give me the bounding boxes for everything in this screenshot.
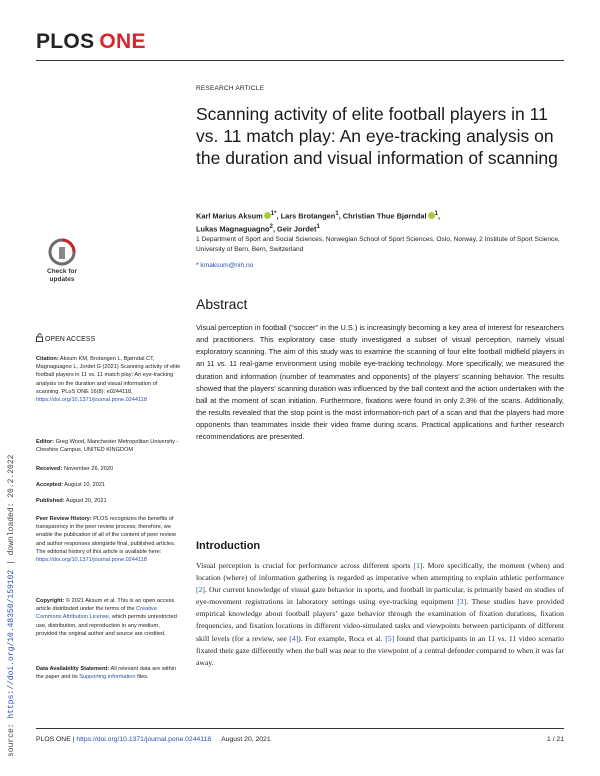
open-access-text: OPEN ACCESS [44, 336, 96, 343]
footer-rule [36, 728, 564, 729]
data-availability-text-end: files. [135, 674, 149, 681]
citation-ref[interactable]: [4] [289, 633, 299, 643]
license-link[interactable]: Creative Commons Attribution License [36, 606, 157, 621]
supporting-information-link[interactable]: Supporting information [79, 674, 136, 681]
author-affil-mark: 2 [269, 223, 273, 231]
margin-source-note [7, 455, 16, 757]
author-affil-mark: 1 [335, 210, 339, 217]
check-for-updates-label[interactable] [36, 268, 88, 284]
intro-sentence: . More specifically, the moment (when) and location (where) of information gathering is regarded as imperative when attempting to explain athletic performance [196, 561, 564, 583]
sidebar-citation [36, 355, 182, 404]
accepted-label: Accepted: [36, 482, 64, 488]
received-label: Received: [36, 466, 63, 472]
citation-label: Citation: [36, 356, 59, 362]
footer-doi-link[interactable]: https://doi.org/10.1371/journal.pone.0244118 [76, 736, 212, 743]
citation-ref[interactable]: [2] [196, 585, 205, 595]
page-number: 1 / 21 [546, 736, 564, 743]
sidebar-accepted [36, 481, 182, 489]
peer-review-label: Peer Review History: [36, 516, 92, 522]
peer-review-text: PLOS recognizes the benefits of transparency in the peer review process; therefore, we enable the publication of all of the content of peer review and author responses alongside final, published articles. The editorial history of this article is available here: [36, 516, 176, 555]
intro-sentence: found that participants in an 11 vs. 11 video scenario fixated their gaze differently when the ball was near to the viewpoint of a central defender compared to when it was far away. [196, 633, 565, 667]
citation-text: Aksum KM, Brotangen L, Bjørndal CT, Magnaguagno L, Jordet G (2021) Scanning activity of elite football players in 11 vs. 11 match play: An eye-tracking analysis on the duration and visual information of scanning. PLoS ONE 16(8): e0244118. [36, 356, 181, 395]
orcid-icon[interactable] [264, 212, 271, 219]
footer-date: August 20, 2021 [221, 736, 271, 743]
article-type: RESEARCH ARTICLE [196, 85, 265, 92]
intro-sentence: . These studies have provided empirical knowledge about football players’ gaze behavior through the examination of fixation durations, fixation frequencies, and fixation locations in different video-simulated tasks and viewpoints between participants of different skill levels (for a review, see [196, 597, 564, 643]
check-for-updates-line1: Check for [47, 268, 77, 275]
author-name[interactable]: , Christian Thue Bjørndal [338, 211, 427, 221]
sidebar-editor [36, 438, 182, 454]
correspondence-star: * [196, 262, 201, 269]
author-affil-mark: 1 [316, 223, 320, 231]
published-label: Published: [36, 498, 65, 504]
margin-doi-link[interactable]: https://doi.org/10.48350/159102 [7, 569, 16, 719]
header-rule [36, 60, 564, 61]
orcid-icon[interactable] [428, 212, 435, 219]
sidebar-peer-review [36, 515, 182, 564]
journal-logo[interactable] [36, 30, 146, 54]
abstract-heading: Abstract [196, 296, 248, 312]
correspondence [196, 262, 253, 269]
sidebar-received [36, 465, 182, 473]
author-separator: , [438, 211, 441, 221]
author-affil-mark: 1* [270, 210, 277, 217]
intro-sentence: Visual perception is crucial for performance across different sports [196, 561, 414, 570]
correspondence-email-link[interactable]: kmaksum@nih.no [200, 262, 254, 269]
author-name[interactable]: , Geir Jordet [272, 224, 317, 234]
margin-download-date: | downloaded: 20.2.2022 [7, 454, 16, 570]
peer-review-link[interactable]: https://doi.org/10.1371/journal.pone.0244118 [36, 557, 147, 564]
open-lock-icon [36, 333, 43, 342]
author-name[interactable]: Lukas Magnaguagno [196, 224, 270, 234]
journal-logo-one: ONE [99, 30, 146, 53]
abstract-text: Visual perception in football (“soccer” in the U.S.) is increasingly becoming a key area of interest for researchers and practitioners. This exploratory case study investigated a subset of visual perception, namely visual exploratory scanning. The aim of this study was to examine the scanning of four elite football midfield players in an 11 vs. 11 real-game environment using mobile eye-tracking technology. More specifically, we measured the duration and information (number of teammates and opponents) of the players’ scanning behavior. The results showed that the players’ scanning duration was influenced by the ball context and the action undertaken with the ball at the moment of scan initiation. Furthermore, fixations were found in only 2.3% of the scans. Additionally, the results revealed that the stop point is the most information-rich part of a scan and that the players had more opponents than teammates inside their video frame during scans. Practical applications and further research recommendations are presented. [196, 323, 564, 442]
intro-sentence: ). For example, Roca et al. [298, 633, 386, 643]
affiliations: 1 Department of Sport and Social Sciences, Norwegian School of Sport Sciences, Oslo, Norway, 2 Institute of Sport Science, University of Bern, Bern, Switzerland [196, 236, 560, 253]
citation-ref[interactable]: [1] [413, 561, 423, 570]
author-list [196, 208, 566, 235]
footer-separator: | [70, 736, 77, 743]
sidebar-data-availability [36, 665, 182, 681]
introduction-heading: Introduction [196, 540, 261, 552]
citation-ref[interactable]: [3] [457, 597, 467, 607]
journal-logo-plos: PLOS [36, 30, 95, 53]
open-access-label [36, 333, 95, 343]
article-title: Scanning activity of elite football players in 11 vs. 11 match play: An eye-tracking analysis on the duration and visual information of scanning [196, 104, 558, 168]
copyright-label: Copyright: [36, 598, 65, 604]
author-name[interactable]: , Lars Brotangen [276, 211, 336, 221]
editor-label: Editor: [36, 439, 55, 445]
data-availability-label: Data Availability Statement: [36, 666, 110, 672]
footer-journal: PLOS ONE [36, 736, 71, 743]
copyright-text-end: , which permits unrestricted use, distribution, and reproduction in any medium, provided the original author and source are credited. [36, 614, 177, 637]
author-name[interactable]: Karl Marius Aksum [196, 211, 263, 221]
citation-doi-link[interactable]: https://doi.org/10.1371/journal.pone.0244118 [36, 397, 147, 404]
accepted-date: August 10, 2021 [63, 482, 106, 488]
received-date: November 26, 2020 [62, 466, 114, 472]
introduction-text [196, 560, 564, 669]
page-footer [36, 736, 564, 743]
intro-sentence: . Our current knowledge of visual gaze behavior in sports, and football in particular, is primarily based on studies of eye-movement registrations in laboratory settings using eye-tracking equipment [196, 585, 564, 607]
sidebar-published [36, 497, 182, 505]
data-availability-text: All relevant data are within the paper and its [36, 666, 177, 681]
margin-source-prefix: source: [7, 718, 16, 757]
author-affil-mark: 1 [434, 210, 438, 217]
citation-ref[interactable]: [5] [385, 633, 395, 643]
published-date: August 20, 2021 [64, 498, 107, 504]
editor-text: Greg Wood, Manchester Metropolitan University - Cheshire Campus, UNITED KINGDOM [36, 439, 179, 454]
copyright-text: © 2021 Aksum et al. This is an open access article distributed under the terms of the [36, 598, 175, 613]
check-for-updates-line2: updates [49, 276, 75, 283]
sidebar-copyright [36, 597, 182, 638]
